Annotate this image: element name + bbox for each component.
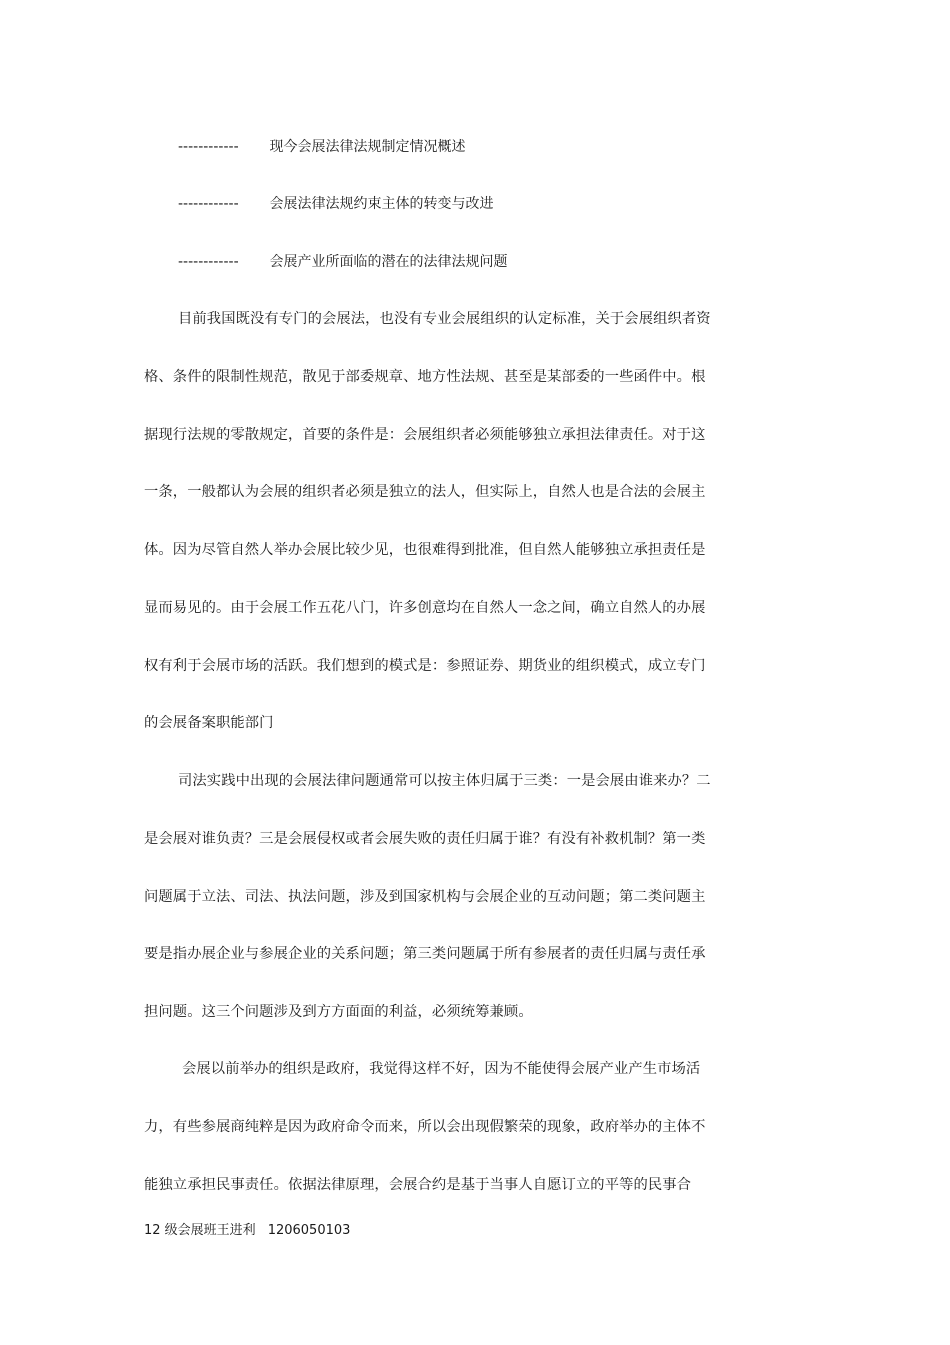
toc-title: 会展法律法规约束主体的转变与改进 [269,196,494,212]
paragraph-1-line-5: 体。因为尽管自然人举办会展比较少见，也很难得到批准，但自然人能够独立承担责任是 [144,542,706,558]
footer-student-id: 1206050103 [267,1223,351,1238]
paragraph-2-line-2: 是会展对谁负责？三是会展侵权或者会展失败的责任归属于谁？有没有补救机制？第一类 [144,831,706,847]
toc-leader: ------------ [178,254,239,270]
paragraph-2-line-4: 要是指办展企业与参展企业的关系问题；第三类问题属于所有参展者的责任归属与责任承 [144,946,706,962]
footer-class-name: 12 级会展班王进利 [144,1223,256,1238]
paragraph-2-line-1: 司法实践中出现的会展法律问题通常可以按主体归属于三类：一是会展由谁来办？二 [178,773,711,789]
toc-leader: ------------ [178,196,239,212]
paragraph-1-line-1: 目前我国既没有专门的会展法，也没有专业会展组织的认定标准，关于会展组织者资 [178,311,711,327]
toc-leader: ------------ [178,139,239,155]
toc-title: 现今会展法律法规制定情况概述 [269,139,466,155]
paragraph-2-line-3: 问题属于立法、司法、执法问题，涉及到国家机构与会展企业的互动问题；第二类问题主 [144,889,706,905]
toc-item-1 [178,137,465,157]
toc-item-3 [178,252,507,272]
paragraph-3-line-3: 能独立承担民事责任。依据法律原理，会展合约是基于当事人自愿订立的平等的民事合 [144,1177,692,1193]
paragraph-1-line-3: 据现行法规的零散规定，首要的条件是：会展组织者必须能够独立承担法律责任。对于这 [144,427,706,443]
paragraph-1-line-8: 的会展备案职能部门 [144,715,274,731]
page-footer [144,1222,350,1240]
paragraph-1-line-6: 显而易见的。由于会展工作五花八门，许多创意均在自然人一念之间，确立自然人的办展 [144,600,706,616]
paragraph-1-line-2: 格、条件的限制性规范，散见于部委规章、地方性法规、甚至是某部委的一些函件中。根 [144,369,706,385]
paragraph-3-line-2: 力，有些参展商纯粹是因为政府命令而来，所以会出现假繁荣的现象，政府举办的主体不 [144,1119,706,1135]
toc-item-2 [178,194,493,214]
paragraph-1-line-7: 权有利于会展市场的活跃。我们想到的模式是：参照证券、期货业的组织模式，成立专门 [144,658,706,674]
paragraph-3-line-1: 会展以前举办的组织是政府，我觉得这样不好，因为不能使得会展产业产生市场活 [182,1061,701,1077]
paragraph-2-line-5: 担问题。这三个问题涉及到方方面面的利益，必须统筹兼顾。 [144,1004,533,1020]
paragraph-1-line-4: 一条，一般都认为会展的组织者必须是独立的法人，但实际上，自然人也是合法的会展主 [144,484,706,500]
toc-title: 会展产业所面临的潜在的法律法规问题 [269,254,508,270]
